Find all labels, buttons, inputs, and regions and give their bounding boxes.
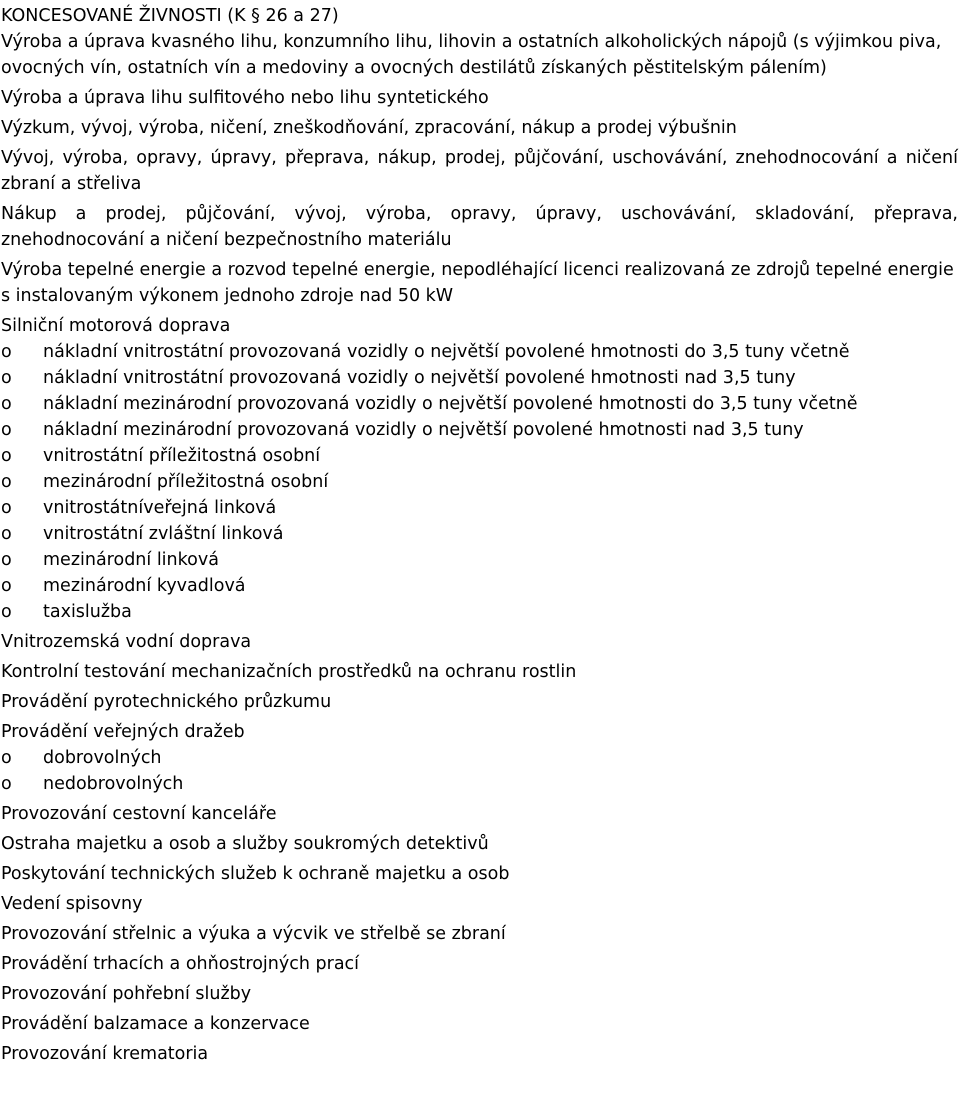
list-item-text: mezinárodní příležitostná osobní bbox=[43, 472, 329, 492]
trade-item: Vnitrozemská vodní doprava bbox=[1, 632, 252, 652]
trade-item: Vedení spisovny bbox=[1, 894, 143, 914]
list-item bbox=[1, 365, 958, 391]
trade-item: Provádění veřejných dražeb bbox=[1, 722, 245, 742]
list-item-text: nákladní vnitrostátní provozovaná vozidly o největší povolené hmotnosti nad 3,5 tuny bbox=[43, 368, 796, 388]
bullet-marker: o bbox=[1, 342, 12, 362]
trade-item: Provádění trhacích a ohňostrojných prací bbox=[1, 954, 360, 974]
bullet-marker: o bbox=[1, 774, 12, 794]
list-item-text: nákladní vnitrostátní provozovaná vozidly o největší povolené hmotnosti do 3,5 tuny včetně bbox=[43, 342, 850, 362]
list-item bbox=[1, 417, 958, 443]
list-item-text: nedobrovolných bbox=[43, 774, 184, 794]
bullet-marker: o bbox=[1, 394, 12, 414]
bullet-marker: o bbox=[1, 498, 12, 518]
trade-item: Nákup a prodej, půjčování, vývoj, výroba, opravy, úpravy, uschovávání, skladování, přeprava, znehodnocování a ničení bezpečnostního materiálu bbox=[1, 204, 958, 250]
trade-item: Provozování cestovní kanceláře bbox=[1, 804, 277, 824]
list-item bbox=[1, 547, 958, 573]
trade-item: Provozování střelnic a výuka a výcvik ve střelbě se zbraní bbox=[1, 924, 506, 944]
list-item bbox=[1, 495, 958, 521]
list-item-text: nákladní mezinárodní provozovaná vozidly o největší povolené hmotnosti nad 3,5 tuny bbox=[43, 420, 804, 440]
trade-item: Vývoj, výroba, opravy, úpravy, přeprava, nákup, prodej, půjčování, uschovávání, znehodnocování a ničení zbraní a střeliva bbox=[1, 148, 958, 194]
bullet-marker: o bbox=[1, 576, 12, 596]
trade-item: Silniční motorová doprava bbox=[1, 316, 231, 336]
list-item bbox=[1, 599, 958, 625]
list-item bbox=[1, 339, 958, 365]
list-item bbox=[1, 573, 958, 599]
trade-item: Výzkum, vývoj, výroba, ničení, zneškodňování, zpracování, nákup a prodej výbušnin bbox=[1, 118, 737, 138]
list-item bbox=[1, 521, 958, 547]
list-item-text: dobrovolných bbox=[43, 748, 162, 768]
trade-item: Provozování pohřební služby bbox=[1, 984, 252, 1004]
trade-item: Provádění balzamace a konzervace bbox=[1, 1014, 310, 1034]
bullet-marker: o bbox=[1, 550, 12, 570]
trade-item: Kontrolní testování mechanizačních prostředků na ochranu rostlin bbox=[1, 662, 577, 682]
list-item bbox=[1, 745, 958, 771]
trade-item: Provozování krematoria bbox=[1, 1044, 209, 1064]
bullet-marker: o bbox=[1, 472, 12, 492]
bullet-marker: o bbox=[1, 748, 12, 768]
list-item bbox=[1, 443, 958, 469]
trade-item: Výroba tepelné energie a rozvod tepelné energie, nepodléhající licenci realizovaná ze zdrojů tepelné energie s instalovaným výkonem jednoho zdroje nad 50 kW bbox=[1, 260, 954, 306]
list-item-text: vnitrostátníveřejná linková bbox=[43, 498, 277, 518]
trade-list bbox=[1, 29, 958, 1067]
bullet-marker: o bbox=[1, 524, 12, 544]
document-title: KONCESOVANÉ ŽIVNOSTI (K § 26 a 27) bbox=[1, 6, 339, 26]
list-item-text: vnitrostátní zvláštní linková bbox=[43, 524, 284, 544]
bullet-marker: o bbox=[1, 446, 12, 466]
trade-item: Poskytování technických služeb k ochraně majetku a osob bbox=[1, 864, 510, 884]
list-item-text: mezinárodní kyvadlová bbox=[43, 576, 246, 596]
list-item-text: vnitrostátní příležitostná osobní bbox=[43, 446, 321, 466]
sub-item-list bbox=[1, 339, 958, 625]
sub-item-list bbox=[1, 745, 958, 797]
list-item-text: taxislužba bbox=[43, 602, 132, 622]
list-item-text: mezinárodní linková bbox=[43, 550, 219, 570]
trade-item: Výroba a úprava lihu sulfitového nebo lihu syntetického bbox=[1, 88, 489, 108]
trade-item: Výroba a úprava kvasného lihu, konzumního lihu, lihovin a ostatních alkoholických nápojů (s výjimkou piva, ovocných vín, ostatních vín a medoviny a ovocných destilátů získaných pěstitelským pálením) bbox=[1, 32, 942, 78]
list-item bbox=[1, 469, 958, 495]
bullet-marker: o bbox=[1, 368, 12, 388]
trade-item: Provádění pyrotechnického průzkumu bbox=[1, 692, 332, 712]
list-item bbox=[1, 391, 958, 417]
list-item bbox=[1, 771, 958, 797]
bullet-marker: o bbox=[1, 602, 12, 622]
trade-item: Ostraha majetku a osob a služby soukromých detektivů bbox=[1, 834, 489, 854]
bullet-marker: o bbox=[1, 420, 12, 440]
list-item-text: nákladní mezinárodní provozovaná vozidly o největší povolené hmotnosti do 3,5 tuny včetně bbox=[43, 394, 858, 414]
